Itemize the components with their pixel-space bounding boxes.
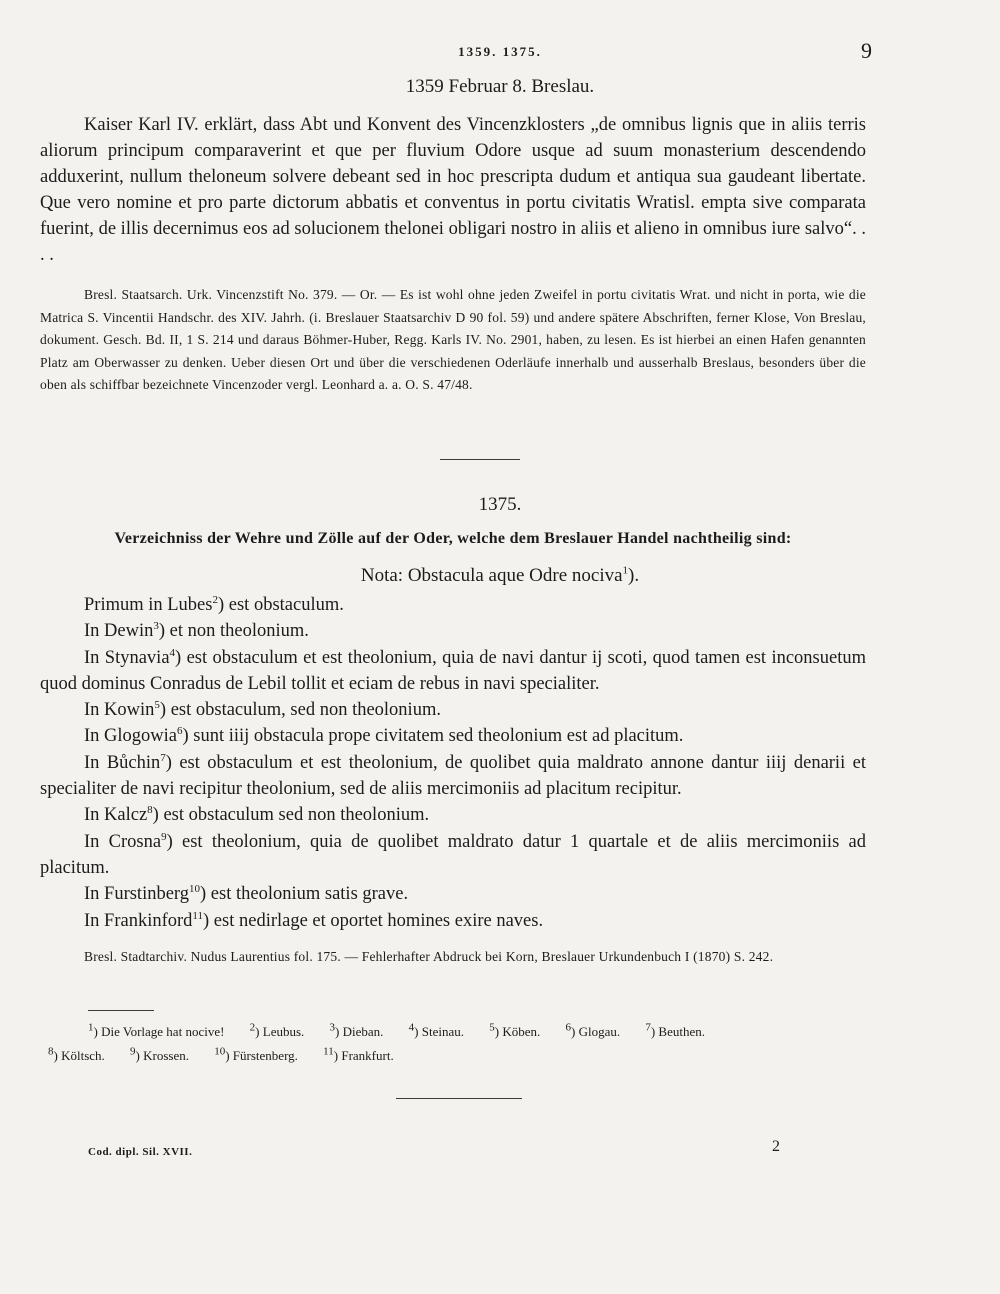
nota-text: Nota: Obstacula aque Odre nociva [360,565,623,586]
footnote-end-rule [396,1098,522,1099]
footnote: $^5$) Köben. [489,1021,541,1039]
footnote: $^{11}$) Frankfurt. [323,1045,394,1063]
signature-mark: Cod. dipl. Sil. XVII. [88,1146,193,1158]
running-head-years: 1359. 1375. [458,44,542,59]
footnotes-line-2 [48,1045,838,1064]
footnote: $^4$) Steinau. [408,1021,464,1039]
footnote: $^1$) Die Vorlage hat nocive! [88,1021,225,1039]
charter-1-text: Kaiser Karl IV. erklärt, dass Abt und Konvent des Vincenzklosters „de omnibus lignis que in aliis terris aliorum principum comparaverint et que per fluvium Odore usque ad suum monasterium descendendo adduxerint, nullum theloneum solvere debeant sed in hoc prescripta dudum et antiqua sua gaudeant libertate. Que vero nomine et pro parte dictorum abbatis et conventus in portu civitatis Wratisl. empta sive comparata fuerint, de illis decernimus eos ad solucionem thelonei obligari nostro in aliis et alieno in omnibus iure salvo“. . . . [40,115,866,265]
list-item: In Kalcz$^8$) est obstaculum sed non theolonium. [84,804,430,826]
page-number: 9 [861,38,872,63]
charter-2-source-note: Bresl. Stadtarchiv. Nudus Laurentius fol. 175. — Fehlerhafter Abdruck bei Korn, Breslauer Urkundenbuch I (1870) S. 242. [84,949,774,964]
footnote: $^8$) Költsch. [48,1045,105,1063]
nota-line [0,565,1000,587]
charter-2-heading: 1375. [478,494,522,515]
list-item: In Stynavia$^4$) est obstaculum et est theolonium, quia de navi dantur ij scoti, quod tamen est inconsuetum quod dominus Conradus de Lebil tollit et eciam de rebus in navi specialiter. [40,646,866,694]
charter-2-title: Verzeichniss der Wehre und Zölle auf der Oder, welche dem Breslauer Handel nachtheilig sind: [114,530,792,547]
footnote: $^{10}$) Fürstenberg. [214,1045,298,1063]
footnote: $^7$) Beuthen. [645,1021,705,1039]
footnote: $^2$) Leubus. [249,1021,305,1039]
nota-paren: ). [628,565,640,586]
footnote: $^3$) Dieban. [329,1021,384,1039]
footnotes-line-1 [88,1021,878,1040]
list-item: In Glogowia$^6$) sunt iiij obstacula prope civitatem sed theolonium est ad placitum. [84,725,684,747]
list-item: In Bůchin$^7$) est obstaculum et est theolonium, de quolibet quia maldrato annone dantur iiij denarii et specialiter de navi recipitur theolonium, sed de aliis mercimoniis ad placitum recipitur. [40,751,866,800]
charter-1-heading: 1359 Februar 8. Breslau. [405,76,595,97]
list-item: Primum in Lubes$^2$) est obstaculum. [84,593,344,615]
running-head [0,38,1000,68]
footnote-rule [88,1010,154,1011]
charter-1-source-note: Bresl. Staatsarch. Urk. Vincenzstift No. 379. — Or. — Es ist wohl ohne jeden Zweifel in portu civitatis Wrat. und nicht in porta, wie die Matrica S. Vincentii Handschr. des XIV. Jahrh. (i. Breslauer Staatsarchiv D 90 fol. 59) und andere spätere Abschriften, ferner Klose, Von Breslau, dokument. Gesch. Bd. II, 1 S. 214 und daraus Böhmer-Huber, Regg. Karls IV. No. 2901, haben, zu lesen. Es ist hierbei an einen Hafen genannten Platz am Oberwasser zu denken. Ueber diesen Ort und über die verschiedenen Oderläufe innerhalb und ausserhalb Breslaus, besonders über die oben als schiffbar bezeichnete Vincenzoder vergl. Leonhard a. a. O. S. 47/48. [40,287,866,392]
list-item: In Frankinford$^{11}$) est nedirlage et oportet homines exire naves. [84,909,544,931]
section-divider [440,459,520,460]
footnote: $^6$) Glogau. [565,1021,621,1039]
list-item: In Crosna$^9$) est theolonium, quia de quolibet maldrato datur 1 quartale et de aliis mercimoniis ad placitum. [40,830,866,878]
nota-footnote-ref: 1 [622,564,629,577]
list-item: In Dewin$^3$) et non theolonium. [84,620,309,642]
list-item: In Kowin$^5$) est obstaculum, sed non theolonium. [84,699,441,721]
obstacle-list [40,592,866,934]
list-item: In Furstinberg$^{10}$) est theolonium satis grave. [84,883,409,905]
sheet-number: 2 [772,1138,780,1155]
footnote: $^9$) Krossen. [130,1045,189,1063]
